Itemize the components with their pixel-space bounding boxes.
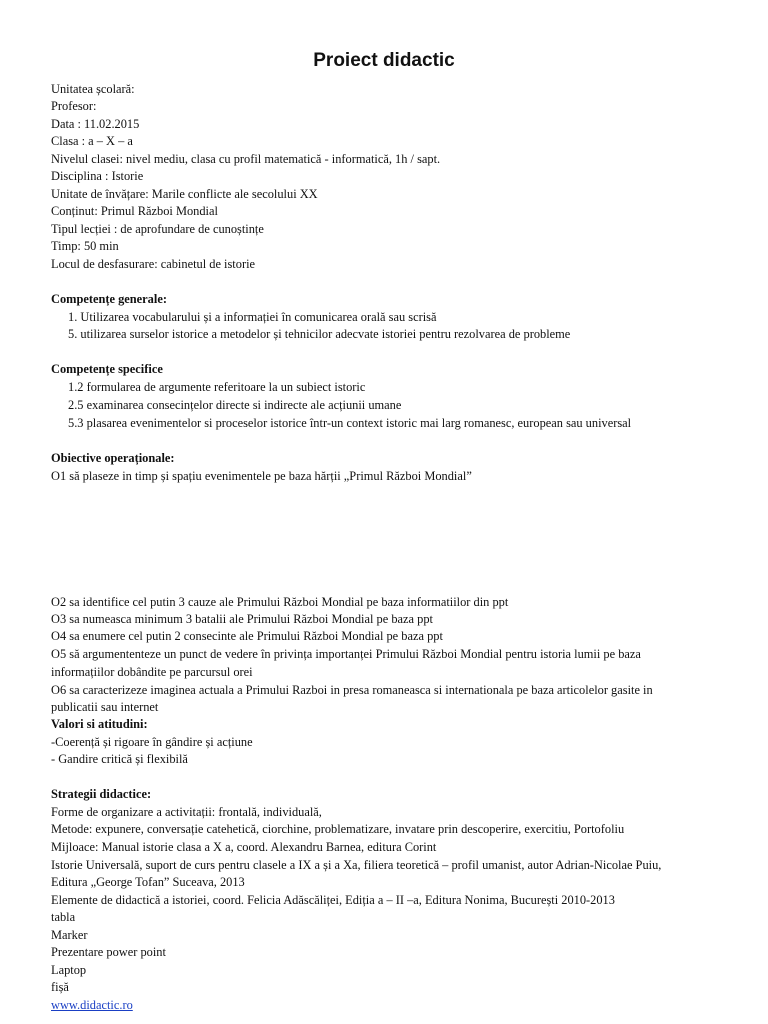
competenta-generala-item: 5. utilizarea surselor istorice a metodelor și tehnicilor adecvate istoriei pentru rezolvarea de probleme xyxy=(68,327,571,341)
elemente-didactica: Elemente de didactică a istoriei, coord. Felicia Adăscăliței, Ediția a – II –a, Editura Nonima, București 2010-2013 xyxy=(51,893,615,907)
resursa-tabla: tabla xyxy=(51,910,76,924)
unitate-invatare: Unitate de învățare: Marile conflicte ale secolului XX xyxy=(51,187,318,201)
valoare-item: - Gandire critică și flexibilă xyxy=(51,752,188,766)
disciplina: Disciplina : Istorie xyxy=(51,169,144,183)
clasa: Clasa : a – X – a xyxy=(51,134,133,148)
obiectiv-o4: O4 sa enumere cel putin 2 consecinte ale Primului Război Mondial pe baza ppt xyxy=(51,629,443,643)
page-title: Proiect didactic xyxy=(313,50,455,71)
timp: Timp: 50 min xyxy=(51,239,119,253)
istorie-universala: Istorie Universală, suport de curs pentru clasele a IX a și a Xa, filiera teoretică – profil umanist, autor Adrian-Nicolae Puiu, xyxy=(51,858,662,872)
competente-specifice-heading: Competențe specifice xyxy=(51,362,163,376)
forme-organizare: Forme de organizare a activitații: frontală, individuală, xyxy=(51,805,322,819)
obiectiv-o1: O1 să plaseze in timp și spațiu evenimentele pe baza hărții „Primul Război Mondial” xyxy=(51,469,472,483)
strategii-heading: Strategii didactice: xyxy=(51,787,152,801)
resursa-power-point: Prezentare power point xyxy=(51,945,166,959)
nivelul-clasei: Nivelul clasei: nivel mediu, clasa cu profil matematică - informatică, 1h / sapt. xyxy=(51,152,441,166)
obiectiv-o6: O6 sa caracterizeze imaginea actuala a Primului Razboi in presa romaneasca si internationala pe baza articolelor gasite in xyxy=(51,683,653,697)
data: Data : 11.02.2015 xyxy=(51,117,140,131)
resursa-laptop: Laptop xyxy=(51,963,87,977)
competente-generale-heading: Competențe generale: xyxy=(51,292,167,306)
didactic-link[interactable]: www.didactic.ro xyxy=(51,998,133,1012)
obiectiv-o2: O2 sa identifice cel putin 3 cauze ale Primului Război Mondial pe baza informatiilor din ppt xyxy=(51,595,509,609)
metode: Metode: expunere, conversație catehetică, ciorchine, problematizare, invatare prin descoperire, exercitiu, Portofoliu xyxy=(51,822,625,836)
valori-heading: Valori si atitudini: xyxy=(51,717,148,731)
obiectiv-o6-cont: publicatii sau internet xyxy=(51,700,159,714)
valoare-item: -Coerență și rigoare în gândire și acțiune xyxy=(51,735,253,749)
editura-tofan: Editura „George Tofan” Suceava, 2013 xyxy=(51,875,245,889)
profesor: Profesor: xyxy=(51,99,97,113)
locul-desfasurare: Locul de desfasurare: cabinetul de istorie xyxy=(51,257,256,271)
tipul-lectiei: Tipul lecției : de aprofundare de cunoștințe xyxy=(51,222,264,236)
resursa-fisa: fișă xyxy=(51,980,69,994)
obiective-heading: Obiective operaționale: xyxy=(51,451,175,465)
competenta-generala-item: 1. Utilizarea vocabularului și a informației în comunicarea orală sau scrisă xyxy=(68,310,437,324)
competenta-specifica-item: 2.5 examinarea consecințelor directe si indirecte ale acțiunii umane xyxy=(68,398,402,412)
competenta-specifica-item: 1.2 formularea de argumente referitoare la un subiect istoric xyxy=(68,380,366,394)
obiectiv-o5: O5 să argumententeze un punct de vedere în privința importanței Primului Război Mondial pentru istoria lumii pe baza xyxy=(51,647,641,661)
obiectiv-o5-cont: informațiilor dobândite pe parcursul orei xyxy=(51,665,253,679)
mijloace: Mijloace: Manual istorie clasa a X a, coord. Alexandru Barnea, editura Corint xyxy=(51,840,437,854)
continut: Conținut: Primul Război Mondial xyxy=(51,204,218,218)
competenta-specifica-item: 5.3 plasarea evenimentelor si proceselor istorice într-un context istoric mai larg romanesc, european sau universal xyxy=(68,416,632,430)
resursa-marker: Marker xyxy=(51,928,88,942)
obiectiv-o3: O3 sa numeasca minimum 3 batalii ale Primului Război Mondial pe baza ppt xyxy=(51,612,433,626)
unitatea-scolara: Unitatea școlară: xyxy=(51,82,135,96)
